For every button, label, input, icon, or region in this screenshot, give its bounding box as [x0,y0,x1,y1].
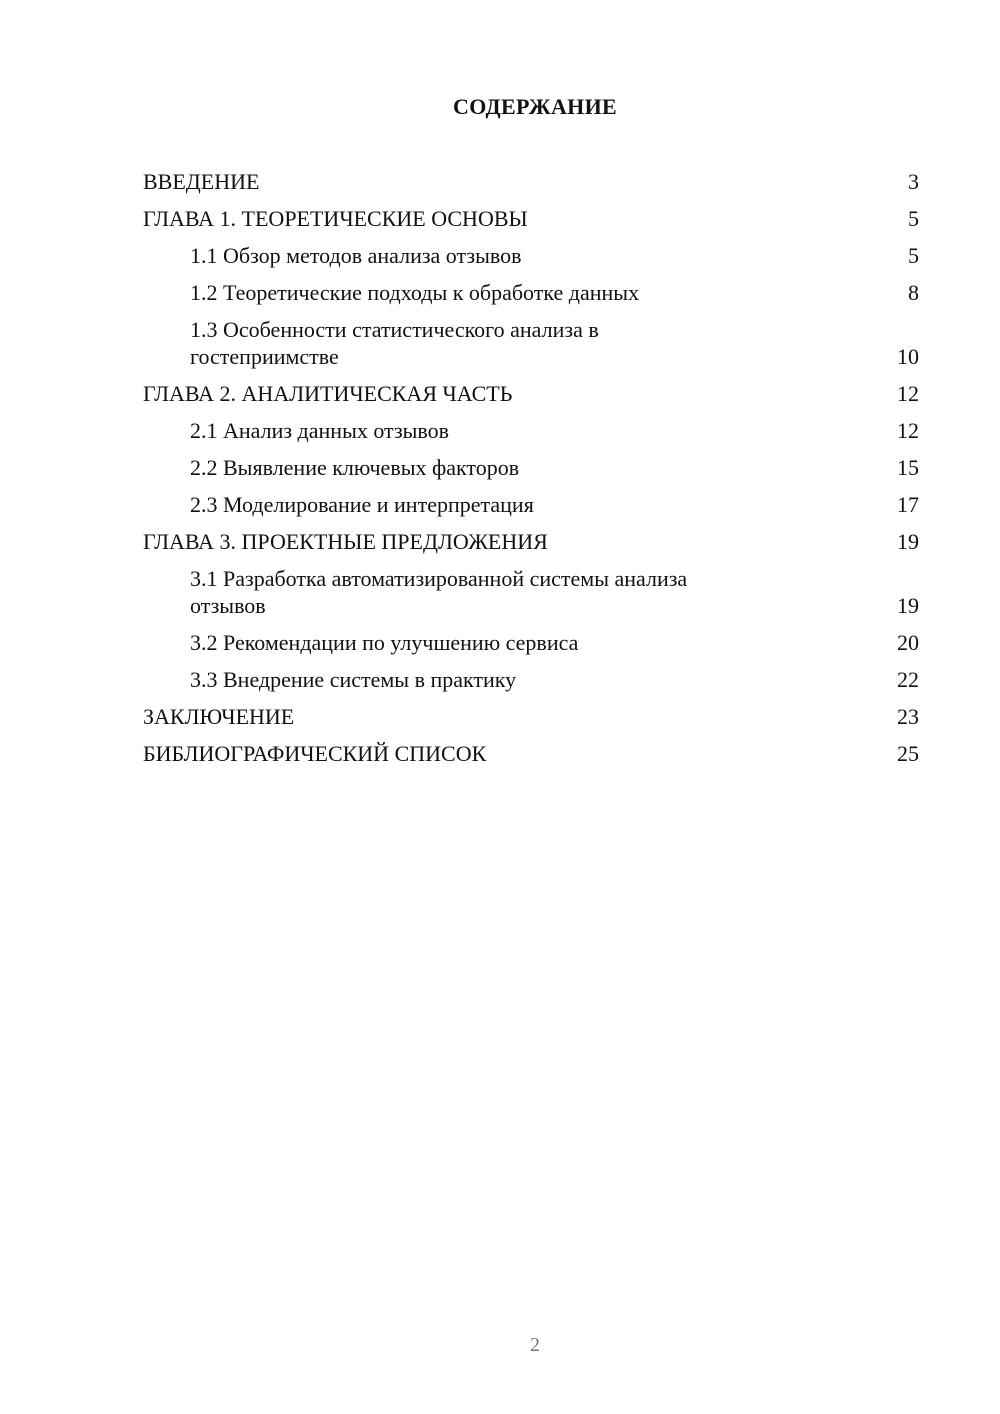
toc-section-entry [143,454,919,481]
toc-entry-label: 1.3 Особенности статистического анализа в гостеприимстве [190,317,599,369]
toc-entry-page: 12 [897,381,919,406]
toc-section-entry [143,491,919,518]
toc-entry-page: 5 [908,243,919,268]
toc-entry-page: 3 [908,169,919,194]
toc-section-entry [143,316,919,370]
toc-entry-page: 19 [897,593,919,618]
toc-chapter-entry [143,740,919,767]
toc-entry-label: 3.2 Рекомендации по улучшению сервиса [190,630,579,655]
toc-entry-label: 2.3 Моделирование и интерпретация [190,492,534,517]
toc-entry-page: 15 [897,455,919,480]
toc-entry-page: 5 [908,206,919,231]
toc-entry-label: 2.1 Анализ данных отзывов [190,418,450,443]
toc-entry-label: 3.3 Внедрение системы в практику [190,667,517,692]
toc-entry-label: БИБЛИОГРАФИЧЕСКИЙ СПИСОК [143,741,487,766]
toc-chapter-entry [143,205,919,232]
toc-section-entry [143,666,919,693]
toc-entry-label: ГЛАВА 3. ПРОЕКТНЫЕ ПРЕДЛОЖЕНИЯ [143,529,548,554]
toc-entry-page: 17 [897,492,919,517]
toc-entry-label: ЗАКЛЮЧЕНИЕ [143,704,295,729]
toc-entry-label: ВВЕДЕНИЕ [143,169,260,194]
toc-section-entry [143,565,919,619]
toc-section-entry [143,242,919,269]
toc-chapter-entry [143,380,919,407]
toc-section-entry [143,279,919,306]
toc-entry-page: 12 [897,418,919,443]
toc-section-entry [143,629,919,656]
toc-entry-page: 23 [897,704,919,729]
toc-entry-label: 1.1 Обзор методов анализа отзывов [190,243,522,268]
toc-chapter-entry [143,168,919,195]
table-of-contents [143,168,919,777]
toc-chapter-entry [143,528,919,555]
toc-entry-page: 20 [897,630,919,655]
toc-entry-label: ГЛАВА 1. ТЕОРЕТИЧЕСКИЕ ОСНОВЫ [143,206,528,231]
toc-entry-label: 2.2 Выявление ключевых факторов [190,455,520,480]
toc-entry-page: 25 [897,741,919,766]
page-title: СОДЕРЖАНИЕ [453,94,617,119]
toc-entry-page: 8 [908,280,919,305]
toc-entry-label: 1.2 Теоретические подходы к обработке данных [190,280,640,305]
page-number: 2 [530,1334,540,1356]
toc-chapter-entry [143,703,919,730]
toc-entry-page: 10 [897,344,919,369]
toc-section-entry [143,417,919,444]
toc-entry-label: ГЛАВА 2. АНАЛИТИЧЕСКАЯ ЧАСТЬ [143,381,513,406]
toc-entry-page: 19 [897,529,919,554]
toc-entry-label: 3.1 Разработка автоматизированной системы анализа отзывов [190,566,688,618]
toc-entry-page: 22 [897,667,919,692]
